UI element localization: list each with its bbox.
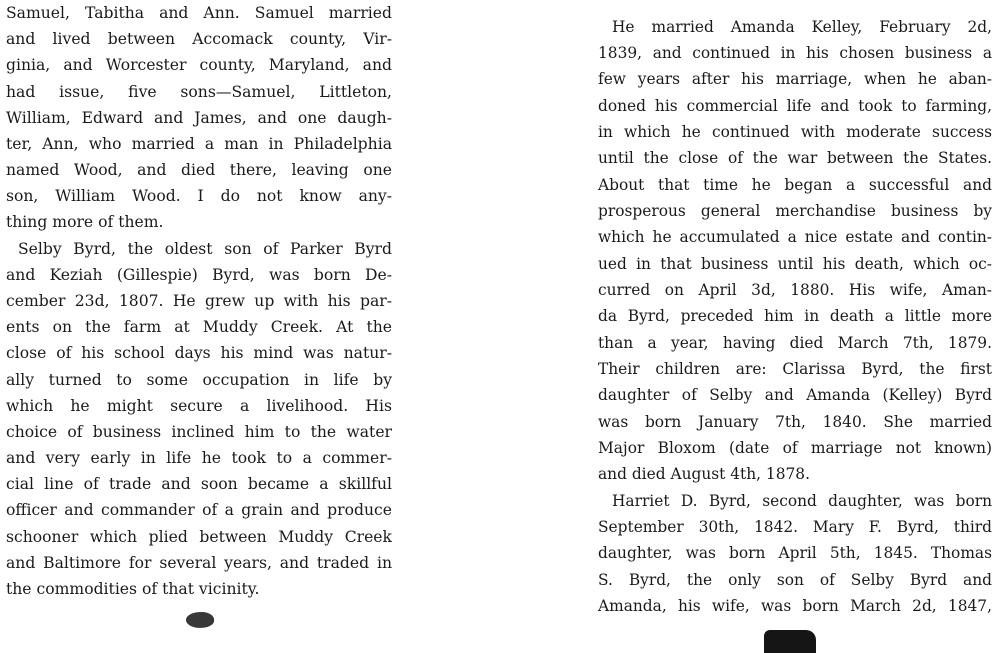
text-line: few years after his marriage, when he aban-	[598, 70, 992, 88]
text-line: prosperous general merchandise business by	[598, 202, 992, 220]
text-line: curred on April 3d, 1880. His wife, Aman-	[598, 281, 992, 299]
text-line: Their children are: Clarissa Byrd, the first	[598, 360, 992, 378]
text-line: cial line of trade and soon became a skillful	[6, 475, 392, 493]
right-page	[588, 0, 992, 653]
text-line: About that time he began a successful and	[598, 176, 992, 194]
text-line: ally turned to some occupation in life by	[6, 371, 392, 389]
text-line: daughter of Selby and Amanda (Kelley) Byrd	[598, 386, 992, 404]
text-line: than a year, having died March 7th, 1879.	[598, 334, 992, 352]
text-line: close of his school days his mind was natur-	[6, 344, 392, 362]
text-line: and lived between Accomack county, Vir-	[6, 30, 392, 48]
paragraph-start-line: Selby Byrd, the oldest son of Parker Byrd	[18, 240, 392, 258]
text-line: daughter, was born April 5th, 1845. Thomas	[598, 544, 992, 562]
paragraph-start-line: Harriet D. Byrd, second daughter, was born	[612, 492, 992, 510]
text-line: and died August 4th, 1878.	[598, 465, 810, 483]
text-line: was born January 7th, 1840. She married	[598, 413, 992, 431]
text-line: William, Edward and James, and one daugh-	[6, 109, 392, 127]
text-line: until the close of the war between the States.	[598, 149, 992, 167]
text-line: Major Bloxom (date of marriage not known)	[598, 439, 992, 457]
text-line: and Baltimore for several years, and traded in	[6, 554, 392, 572]
text-line: 1839, and continued in his chosen business a	[598, 44, 992, 62]
text-line: and Keziah (Gillespie) Byrd, was born De-	[6, 266, 392, 284]
text-line: September 30th, 1842. Mary F. Byrd, third	[598, 518, 992, 536]
text-line: named Wood, and died there, leaving one	[6, 161, 392, 179]
text-line: officer and commander of a grain and produce	[6, 501, 392, 519]
paragraph-start-line: He married Amanda Kelley, February 2d,	[612, 18, 992, 36]
text-line: which he accumulated a nice estate and contin-	[598, 228, 992, 246]
text-line: ginia, and Worcester county, Maryland, and	[6, 56, 392, 74]
left-page	[0, 0, 420, 653]
text-line: ued in that business until his death, which oc-	[598, 255, 992, 273]
text-line: Amanda, his wife, was born March 2d, 1847,	[598, 597, 992, 615]
text-line: thing more of them.	[6, 213, 164, 231]
text-line: da Byrd, preceded him in death a little more	[598, 307, 992, 325]
text-line: choice of business inclined him to the water	[6, 423, 392, 441]
text-line: ents on the farm at Muddy Creek. At the	[6, 318, 392, 336]
text-line: son, William Wood. I do not know any-	[6, 187, 392, 205]
text-line: cember 23d, 1807. He grew up with his par-	[6, 292, 392, 310]
text-line: ter, Ann, who married a man in Philadelphia	[6, 135, 392, 153]
text-line: in which he continued with moderate success	[598, 123, 992, 141]
text-line: and very early in life he took to a commer-	[6, 449, 392, 467]
text-line: which he might secure a livelihood. His	[6, 397, 392, 415]
page-number-smudge	[764, 630, 816, 653]
page-number-smudge	[185, 611, 215, 630]
text-line: had issue, five sons—Samuel, Littleton,	[6, 83, 392, 101]
text-line: doned his commercial life and took to farming,	[598, 97, 992, 115]
text-line: schooner which plied between Muddy Creek	[6, 528, 392, 546]
text-line: S. Byrd, the only son of Selby Byrd and	[598, 571, 992, 589]
text-line: Samuel, Tabitha and Ann. Samuel married	[6, 4, 392, 22]
text-line: the commodities of that vicinity.	[6, 580, 260, 598]
